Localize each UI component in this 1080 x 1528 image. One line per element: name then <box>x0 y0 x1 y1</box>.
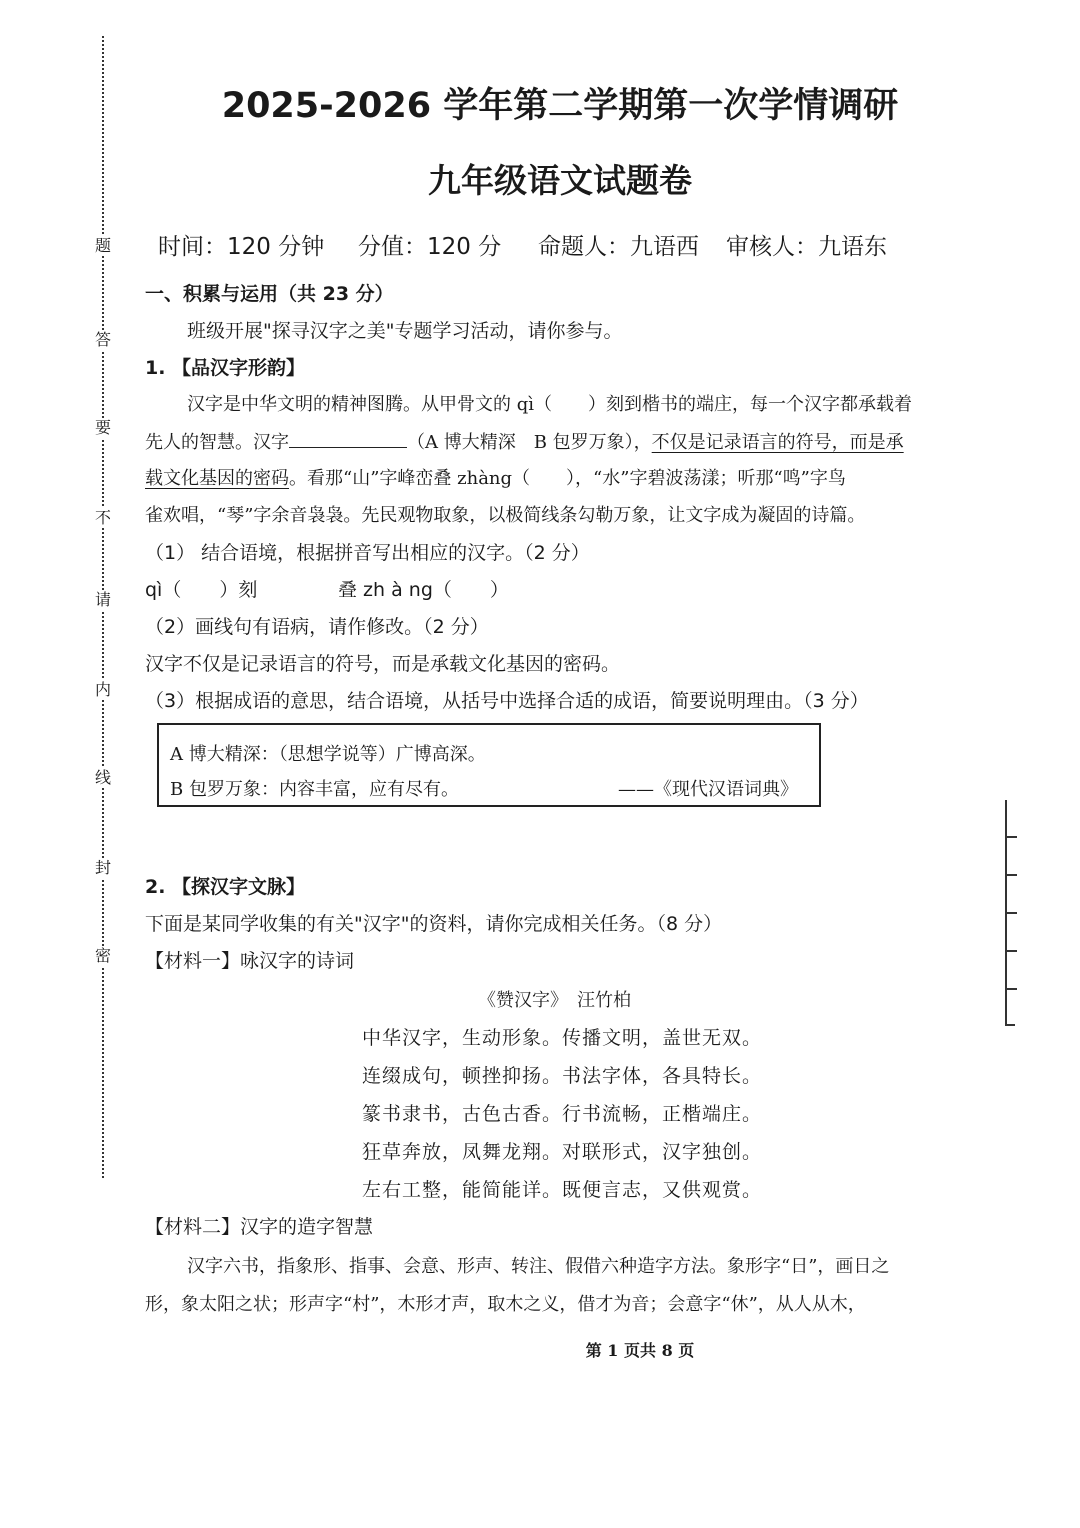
passage-text: 。看那“山”字峰峦叠 zhàng（ ），“水”字碧波荡漾；听那“鸣”字鸟 <box>289 468 846 489</box>
poem-line: 狂草奔放，凤舞龙翔。对联形式，汉字独创。 <box>362 1141 763 1163</box>
poem-line: 中华汉字，生动形象。传播文明，盖世无双。 <box>362 1027 763 1049</box>
page-number: 第 1 页共 8 页 <box>585 1341 695 1360</box>
answer-blank[interactable] <box>289 429 407 448</box>
exam-reviewer: 审核人：九语东 <box>726 234 887 260</box>
q1-subquestion-2: （2）画线句有语病，请作修改。（2 分） <box>145 616 489 638</box>
q1-passage-line <box>145 464 846 490</box>
passage-text: 先人的智慧。汉字 <box>145 432 289 453</box>
score-bracket-tick <box>1005 988 1017 990</box>
q1-passage-line <box>145 428 904 454</box>
q2-intro: 下面是某同学收集的有关"汉字"的资料，请你完成相关任务。（8 分） <box>145 913 723 935</box>
q1-passage-line: 雀欢唱，“琴”字余音袅袅。先民观物取象，以极简线条勾勒万象，让文字成为凝固的诗篇。 <box>145 505 866 526</box>
question-2-heading: 2. 【探汉字文脉】 <box>145 876 306 898</box>
underlined-sentence: 不仅是记录语言的符号，而是承 <box>651 432 904 453</box>
q1-faulty-sentence: 汉字不仅是记录语言的符号，而是承载文化基因的密码。 <box>145 653 621 675</box>
margin-char: 题 <box>94 236 111 255</box>
definition-b: B 包罗万象：内容丰富，应有尽有。 <box>170 779 459 800</box>
score-bracket-tick <box>1005 1024 1015 1026</box>
exam-title: 2025-2026 学年第二学期第一次学情调研 <box>221 86 899 126</box>
passage-text: （A 博大精深 B 包罗万象）， <box>407 432 652 453</box>
definition-source: ——《现代汉语词典》 <box>618 779 798 800</box>
section-intro: 班级开展"探寻汉字之美"专题学习活动，请你参与。 <box>187 320 623 342</box>
material-1-title: 【材料一】咏汉字的诗词 <box>145 950 355 972</box>
pinyin-item: 叠 zh à ng（ ） <box>338 579 509 601</box>
section-heading: 一、积累与运用（共 23 分） <box>145 283 394 305</box>
exam-score: 分值：120 分 <box>358 234 502 260</box>
margin-char: 要 <box>94 418 111 437</box>
margin-char: 内 <box>94 680 111 699</box>
margin-char: 线 <box>94 768 111 787</box>
margin-char: 答 <box>94 330 111 349</box>
material-2-title: 【材料二】汉字的造字智慧 <box>145 1216 374 1238</box>
margin-char: 不 <box>94 508 111 527</box>
material-2-line: 汉字六书，指象形、指事、会意、形声、转注、假借六种造字方法。象形字“日”，画日之 <box>187 1256 890 1277</box>
exam-time: 时间：120 分钟 <box>158 234 325 260</box>
q1-passage-line: 汉字是中华文明的精神图腾。从甲骨文的 qì（ ）刻到楷书的端庄，每一个汉字都承载着 <box>187 394 912 415</box>
exam-subtitle: 九年级语文试题卷 <box>428 161 692 200</box>
poem-title: 《赞汉字》 汪竹柏 <box>478 990 631 1011</box>
pinyin-item: qì（ ）刻 <box>145 579 258 601</box>
poem-line: 篆书隶书，古色古香。行书流畅，正楷端庄。 <box>362 1103 763 1125</box>
score-bracket-tick <box>1005 912 1017 914</box>
q1-subquestion-1: （1） 结合语境，根据拼音写出相应的汉字。（2 分） <box>145 542 590 564</box>
margin-char: 请 <box>94 590 111 609</box>
underlined-sentence: 载文化基因的密码 <box>145 468 289 489</box>
score-bracket-tick <box>1005 874 1017 876</box>
margin-char: 密 <box>94 946 111 965</box>
margin-char: 封 <box>94 858 111 877</box>
poem-line: 连缀成句，顿挫抑扬。书法字体，各具特长。 <box>362 1065 763 1087</box>
definition-a: A 博大精深：（思想学说等）广博高深。 <box>170 744 486 765</box>
score-bracket-tick <box>1005 836 1017 838</box>
question-1-heading: 1. 【品汉字形韵】 <box>145 357 306 379</box>
poem-line: 左右工整，能简能详。既便言志，又供观赏。 <box>362 1179 763 1201</box>
score-bracket-tick <box>1005 950 1017 952</box>
exam-author: 命题人：九语西 <box>538 234 699 260</box>
material-2-line: 形，象太阳之状；形声字“村”，木形才声，取木之义，借才为音；会意字“休”，从人从木， <box>145 1294 866 1315</box>
q1-subquestion-3: （3）根据成语的意思，结合语境，从括号中选择合适的成语，简要说明理由。（3 分） <box>145 690 869 712</box>
